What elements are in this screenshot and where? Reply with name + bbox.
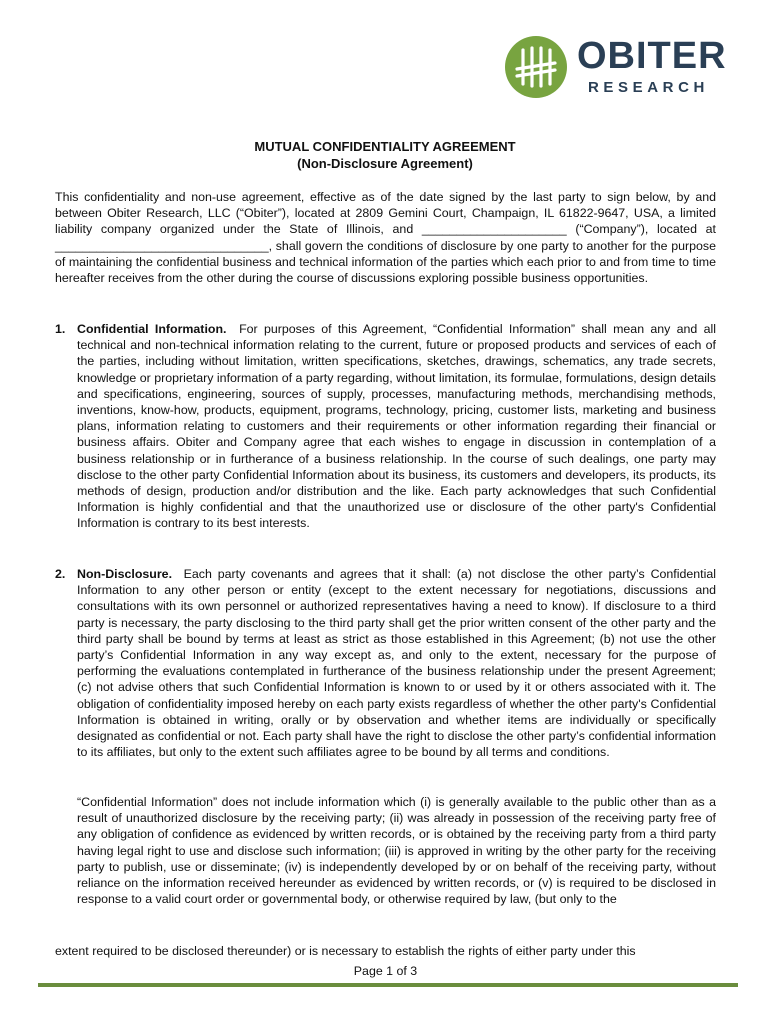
section-body [77,566,716,760]
section-confidential-information [55,321,716,532]
logo-wordmark: OBITER [577,35,727,77]
logo-subtitle: RESEARCH [588,79,709,96]
document-title: MUTUAL CONFIDENTIALITY AGREEMENT [254,139,516,154]
section-text: For purposes of this Agreement, “Confidential Information” shall mean any and all technical and non-technical information relating to the current, future or proposed products and services of each of the parties, including without limitation, written specifications, sketches, drawings, schematics, any trade secrets, knowledge or proprietary information of a party regarding, without limitation, its formulae, formulations, design details and specifications, engineering, sources of supply, processes, manufacturing methods, merchandising methods, inventions, know-how, products, equipment, programs, technology, pricing, customer lists, marketing and business plans, information relating to customers and their requirements or other information regarding their financial or business affairs. Obiter and Company agree that each wishes to engage in discussion in contemplation of a business relationship or in furtherance of a business relationship. In the course of such dealings, one party may disclose to the other party Confidential Information about its business, its customers and developers, its products, its methods of design, production and/or distribution and the like. Each party acknowledges that such Confidential Information is highly confidential and that the unauthorized use or disclosure of the other party's Confidential Information is contrary to its best interests. [77,322,717,531]
logo-mark-icon [505,36,567,98]
exclusions-paragraph: “Confidential Information” does not include information which (i) is generally available to the public other than as a result of unauthorized disclosure by the receiving party; (ii) was already in possession of the receiving party free of any obligation of confidence as evidenced by written records, or is obtained by the receiving party from a third party having legal right to use and disclose such information; (iii) is approved in writing by the other party for the receiving party to publish, use or disseminate; (iv) is independently developed by or on behalf of the receiving party, without reliance on the information received hereunder as evidenced by written records, or (v) is required to be disclosed in response to a valid court order or governmental body, or otherwise required by law, (but only to the [77,795,716,907]
intro-paragraph: This confidentiality and non-use agreement, effective as of the date signed by the last party to sign below, by and between Obiter Research, LLC (“Obiter”), located at 2809 Gemini Court, Champaign, IL 61822-9647, USA, a limited liability company organized under the State of Illinois, and _____________________ (“Company”), located at _______________________________, shall govern the conditions of disclosure by one party to another for the purpose of maintaining the confidential business and technical information of the parties which each prior to and from time to time hereafter receives from the other during the course of discussions exploring possible business opportunities. [55,190,716,286]
section-non-disclosure [55,566,716,760]
footer-divider [38,983,738,987]
section-heading: Confidential Information. [77,322,227,336]
section-body [77,321,716,532]
carryover-line: extent required to be disclosed thereunder) or is necessary to establish the rights of either party under this [55,944,636,958]
document-heading [55,138,715,172]
section-text: Each party covenants and agrees that it shall: (a) not disclose the other party’s Confidential Information to any other person or entity (except to the extent necessary for negotiations, discussions and consultations with its own personnel or authorized representatives having a need to know). If disclosure to a third party is necessary, the party disclosing to the third party shall get the prior written consent of the other party and the third party shall be bound by terms at least as strict as those established in this Agreement; (b) not use the other party’s Confidential Information in any way except as, and only to the extent, necessary for the purpose of performing the evaluations contemplated in furtherance of the business relationship under the present Agreement; (c) not advise others that such Confidential Information is known to or used by it or others associated with it. The obligation of confidentiality imposed hereby on each party exists regardless of whether the other party's Confidential Information is obtained in writing, orally or by observation and whether items are individually or specifically designated as confidential or not. Each party shall have the right to disclose the other party’s confidential information to its affiliates, but only to the extent such affiliates agree to be bound by all terms and conditions. [77,567,717,760]
section-number: 2. [55,567,66,581]
section-number: 1. [55,322,66,336]
section-heading: Non-Disclosure. [77,567,173,581]
document-subtitle: (Non-Disclosure Agreement) [297,156,473,171]
obiter-logo [505,35,727,98]
page-number: Page 1 of 3 [353,964,418,978]
